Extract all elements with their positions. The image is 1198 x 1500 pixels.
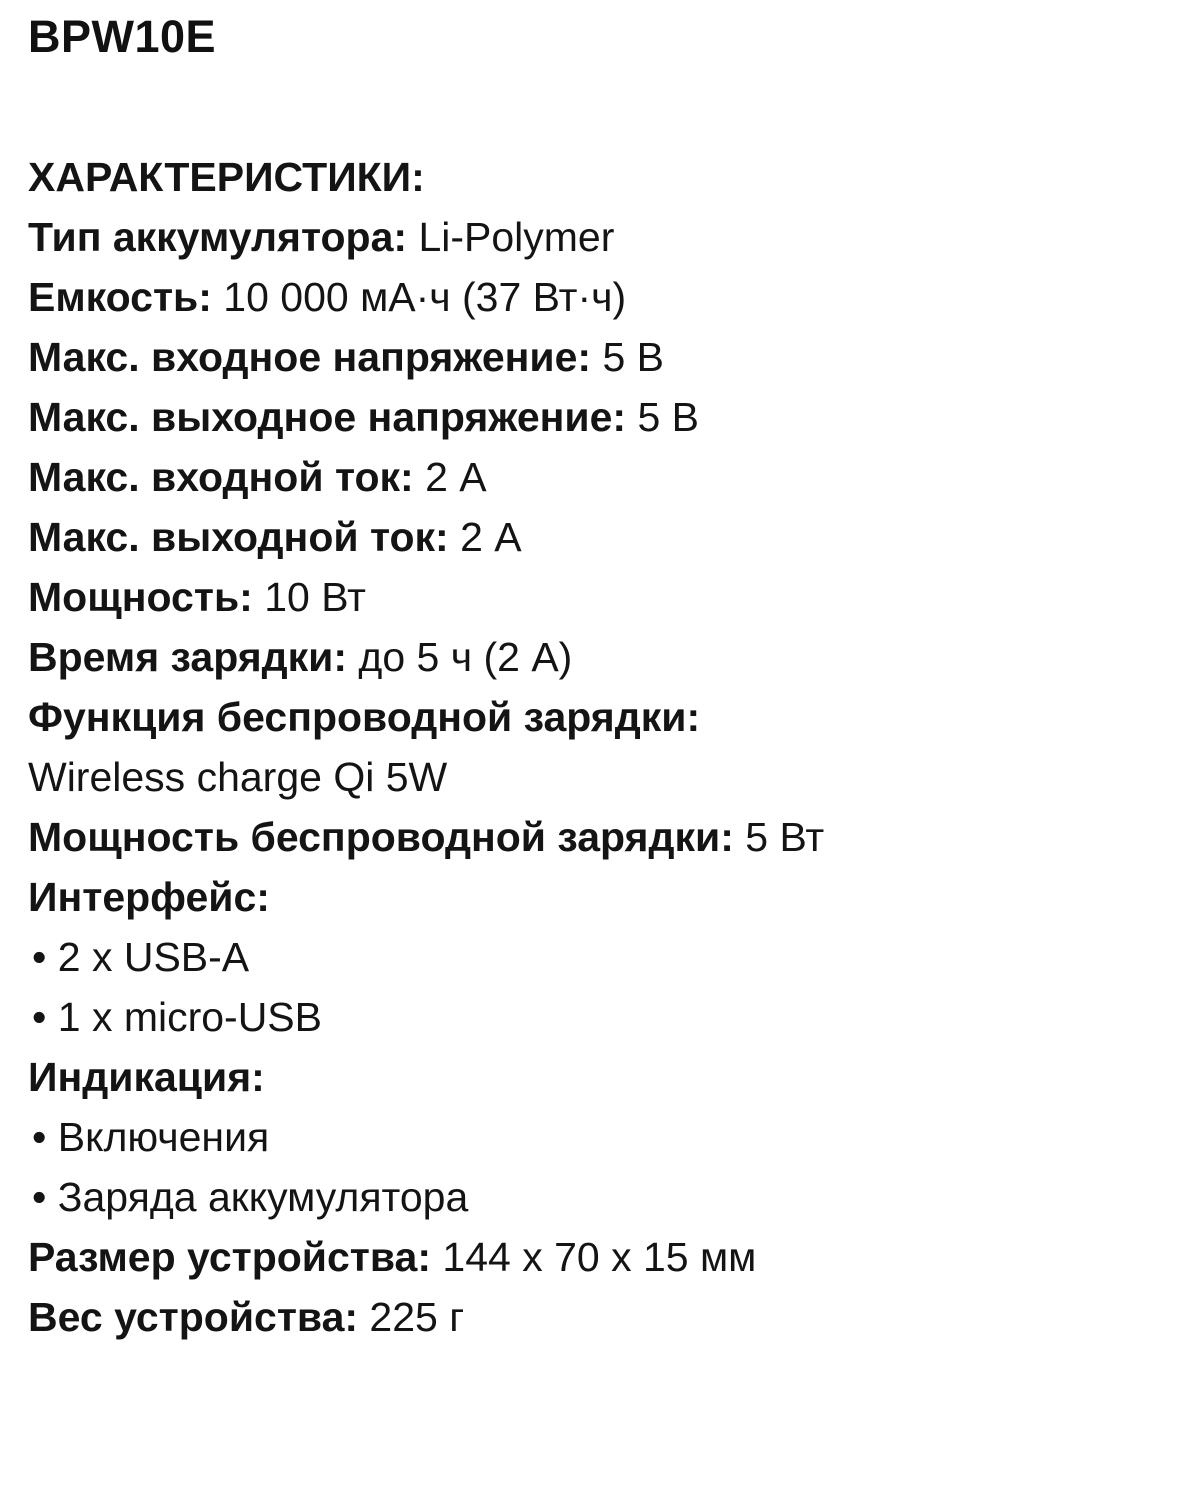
spec-line [28, 207, 1170, 267]
spec-line: Функция беспроводной зарядки: [28, 694, 701, 740]
spec-value: 2 А [413, 454, 487, 500]
spec-label: Макс. входной ток: [28, 454, 414, 500]
spec-value: 10 Вт [252, 574, 366, 620]
spec-value: 225 г [358, 1294, 465, 1340]
spec-value: 5 В [626, 394, 700, 440]
spec-line [28, 447, 1170, 507]
spec-line [28, 327, 1170, 387]
spec-label: Макс. выходной ток: [28, 514, 449, 560]
spec-label: Тип аккумулятора: [28, 214, 408, 260]
specifications-block [28, 147, 1170, 1347]
spec-line [28, 1287, 1170, 1347]
spec-line [28, 507, 1170, 567]
spec-line [28, 807, 1170, 867]
spec-value: 2 А [448, 514, 522, 560]
spec-line [28, 387, 1170, 447]
spec-line: • 2 x USB-A [32, 934, 250, 980]
spec-value: до 5 ч (2 А) [347, 634, 573, 680]
spec-line: • Заряда аккумулятора [32, 1174, 469, 1220]
spec-value: 144 x 70 x 15 мм [431, 1234, 757, 1280]
spec-label: Емкость: [28, 274, 212, 320]
spec-label: Мощность: [28, 574, 253, 620]
specification-list [28, 207, 1170, 1347]
model-title: BPW10E [28, 11, 217, 62]
spec-value: 5 В [591, 334, 664, 380]
spec-line: Индикация: [28, 1054, 265, 1100]
spec-line: Wireless charge Qi 5W [28, 754, 448, 800]
spec-value: 5 Вт [733, 814, 825, 860]
spec-label: Размер устройства: [28, 1234, 431, 1280]
specifications-heading: ХАРАКТЕРИСТИКИ: [28, 154, 425, 200]
spec-line [28, 627, 1170, 687]
spec-value: 10 000 мА·ч (37 Вт·ч) [211, 274, 627, 320]
spec-label: Время зарядки: [28, 634, 348, 680]
spec-value: Li-Polymer [407, 214, 615, 260]
spec-line [28, 1227, 1170, 1287]
spec-label: Макс. выходное напряжение: [28, 394, 627, 440]
spec-line: • Включения [32, 1114, 270, 1160]
spec-line [28, 267, 1170, 327]
spec-line: Интерфейс: [28, 874, 270, 920]
spec-label: Макс. входное напряжение: [28, 334, 592, 380]
spec-label: Мощность беспроводной зарядки: [28, 814, 734, 860]
spec-label: Вес устройства: [28, 1294, 359, 1340]
spec-line [28, 567, 1170, 627]
spec-line: • 1 x micro-USB [32, 994, 323, 1040]
